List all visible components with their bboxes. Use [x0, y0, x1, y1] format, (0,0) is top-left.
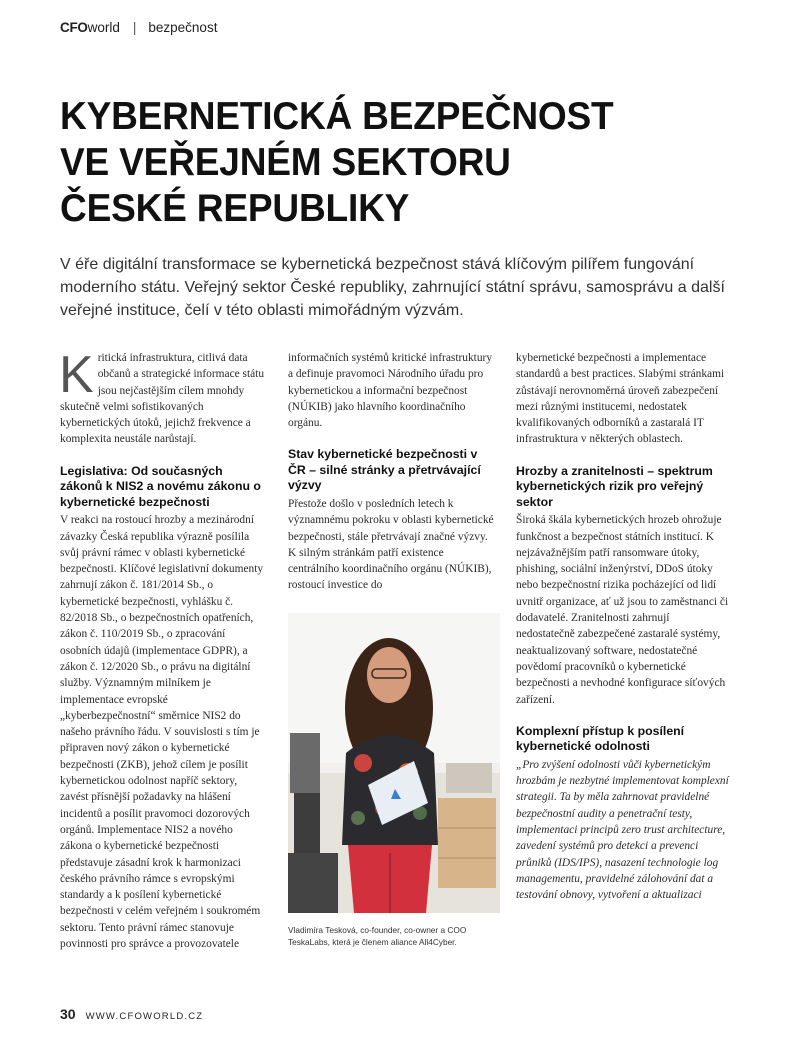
photo-shelf [446, 763, 492, 793]
column-1 [59, 346, 266, 952]
header-separator: | [132, 20, 137, 35]
brand-logo: CFO [60, 20, 88, 35]
photo-caption: Vladimíra Tesková, co-founder, co-owner a COO TeskaLabs, která je členem aliance All4Cyber. [288, 925, 467, 947]
body-paragraph: kybernetické bezpečnosti a implementace standardů a best practices. Slabými stránkami zůstávají nerovnoměrná úroveň zabezpečení mezi různými institucemi, nedostatek kvalifikovaných odborníků a zastaralá IT infrastruktura v některých oblastech. [516, 352, 725, 446]
quote-paragraph: „Pro zvýšení odolnosti vůči kybernetickým hrozbám je nezbytné implementovat komplexní strategii. Ta by měla zahrnovat pravidelné bezpečnostní audity a penetrační testy, implementaci principů zero trust architecture, zavedení systémů pro detekci a prevenci průniků (IDS/IPS), nasazení technologie log managementu, pravidelné zálohování dat a testování obnovy, vytvoření a aktualizaci [516, 758, 729, 902]
column-3 [516, 350, 730, 904]
running-header [60, 20, 217, 35]
column-2 [288, 350, 494, 594]
photo-chair [294, 793, 320, 853]
article-lead: V éře digitální transformace se kybernetická bezpečnost stává klíčovým pilířem fungování moderního státu. Veřejný sektor České republiky, zahrnující státní správu, samosprávu a další veřejné instituce, čelí v této oblasti mimořádným výzvám. [60, 256, 725, 319]
brand-logo-suffix: world [87, 20, 120, 35]
subheading-threats: Hrozby a zranitelnosti – spektrum kybernetických rizik pro veřejný sektor [516, 463, 713, 509]
title-line: VE VEŘEJNÉM SEKTORU [60, 141, 511, 184]
body-paragraph: V reakci na rostoucí hrozby a mezinárodní závazky Česká republika výrazně posílila svůj právní rámec v oblasti kybernetické bezpečnosti. Klíčové legislativní dokumenty zahrnují zákon č. 181/2014 Sb., o kybernetické bezpečnosti, vyhlášku č. 82/2018 Sb., o bezpečnostních opatřeních, zákon č. 110/2019 Sb., o zpracování osobních údajů (implementace GDPR), a zákon č. 12/2020 Sb., o právu na digitální služby. Významným milníkem je implementace evropské „kyberbezpečnostní“ směrnice NIS2 do našeho právního řádu. V souvislosti s tím je připraven nový zákon o kybernetické bezpečnosti (ZKB), jehož cílem je posílit kybernetickou odolnost napříč sektory, zavést přísnější požadavky na hlášení incidentů a posílit pravomoci dozorových orgánů. Implementace NIS2 a nového zákona o kybernetické bezpečnosti představuje zásadní krok k harmonizaci českého právního rámce s evropskými standardy a k posílení kybernetické bezpečnosti v celém veřejném i soukromém sektoru. Tento právní rámec stanovuje povinnosti pro správce a provozovatele [60, 514, 264, 950]
title-line: ČESKÉ REPUBLIKY [60, 187, 410, 230]
drop-cap: K [59, 346, 94, 404]
footer-url: WWW.CFOWORLD.CZ [85, 1011, 204, 1022]
intro-paragraph [59, 346, 266, 448]
portrait-photo [288, 613, 500, 913]
photo-chair-back [290, 733, 320, 793]
body-paragraph: Přestože došlo v posledních letech k významnému pokroku v oblasti kybernetické bezpečnosti, stále přetrvávají značné výzvy. K silným stránkám patří existence centrálního koordinačního orgánu (NÚKIB), rostoucí investice do [288, 497, 494, 592]
body-paragraph: Široká škála kybernetických hrozeb ohrožuje funkčnost a bezpečnost státních institucí. K nejzávažnějším patří ransomware útoky, phishing, sociální inženýrství, DDoS útoky nebo bezpečnostní rizika pocházející od lidí uvnitř organizace, ať už jsou to zaměstnanci či dodavatelé. Zranitelnosti zahrnují nedostatečně zabezpečené zastaralé systémy, neaktualizovaný software, nedostatečné povědomí pracovníků o kybernetické bezpečnosti a nevhodné konfigurace síťových zařízení. [516, 514, 729, 706]
article-title [60, 94, 706, 232]
subheading-approach: Komplexní přístup k posílení kybernetické odolnosti [516, 723, 685, 754]
photo-face [367, 647, 411, 703]
subheading-legislation: Legislativa: Od současných zákonů k NIS2 a novému zákonu o kybernetické bezpečnosti [60, 463, 261, 509]
photo-cabinet [438, 798, 496, 888]
subheading-state: Stav kybernetické bezpečnosti v ČR – silné stránky a přetrvávající výzvy [288, 447, 481, 493]
photo-desk-dark [288, 853, 338, 913]
page-footer [60, 1006, 203, 1024]
intro-text: ritická infrastruktura, citlivá data občanů a strategické informace státu jsou nejčastějším cílem mnohdy skutečně velmi sofistikovaných kybernetických útoků, jejichž frekvence a komplexita neustále narůstají. [60, 352, 265, 446]
title-line: KYBERNETICKÁ BEZPEČNOST [60, 95, 614, 138]
body-paragraph: informačních systémů kritické infrastruktury a definuje pravomoci Národního úřadu pro kybernetickou a informační bezpečnost (NÚKIB) jako hlavního koordinačního orgánu. [288, 352, 493, 430]
section-name: bezpečnost [148, 20, 218, 35]
page-number: 30 [60, 1006, 76, 1022]
